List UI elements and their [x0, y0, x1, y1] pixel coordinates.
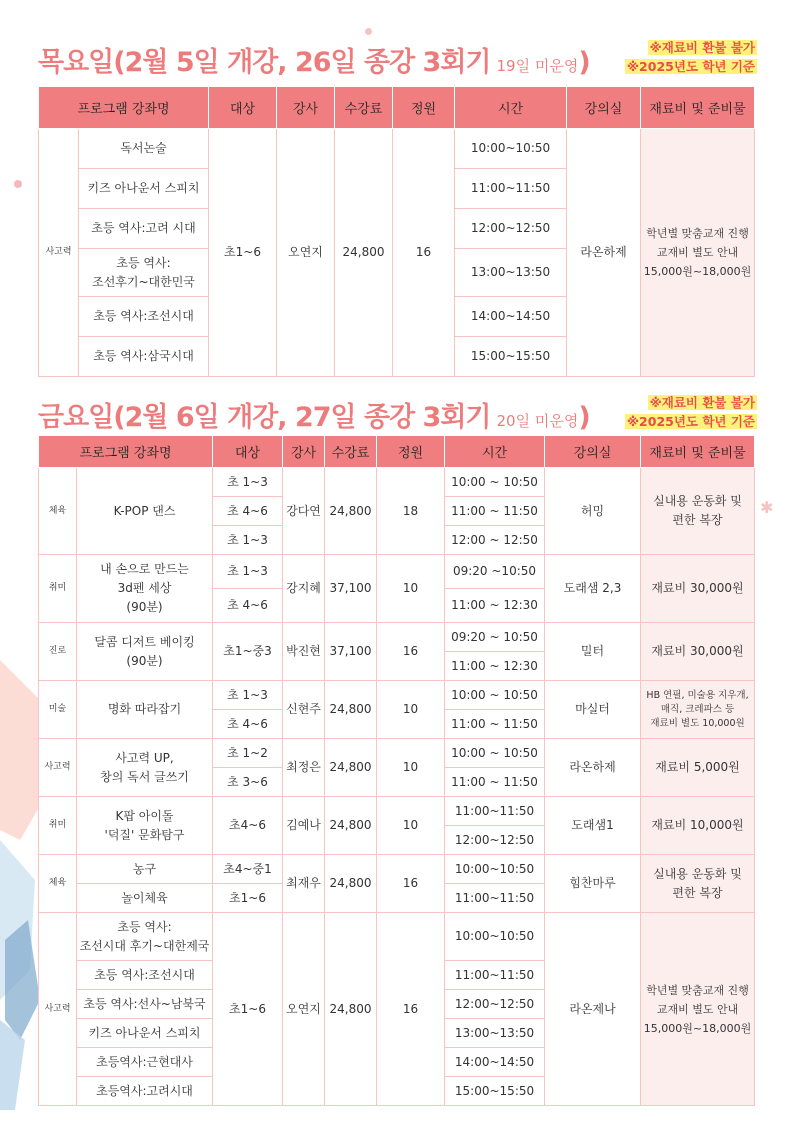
materials: 재료비 10,000원: [641, 797, 755, 855]
program-name: 초등 역사:조선시대: [79, 297, 209, 337]
time: 10:00~10:50: [445, 855, 545, 884]
target: 초1~6: [213, 913, 283, 1106]
program-name: 독서논술: [79, 129, 209, 169]
time: 12:00~12:50: [445, 990, 545, 1019]
dot-decoration: [365, 28, 372, 35]
time: 10:00 ~ 10:50: [445, 468, 545, 497]
target: 초1~6: [213, 884, 283, 913]
category: 취미: [39, 555, 77, 623]
target: 초 3~6: [213, 768, 283, 797]
program-name: 초등 역사:선사~남북국: [77, 990, 213, 1019]
capacity: 10: [377, 555, 445, 623]
program-name: 초등 역사:조선시대: [77, 961, 213, 990]
time: 14:00~14:50: [445, 1048, 545, 1077]
header: 강의실: [567, 87, 641, 129]
time: 11:00 ~ 11:50: [445, 497, 545, 526]
time: 13:00~13:50: [455, 249, 567, 297]
dot-decoration: [14, 180, 22, 188]
header: 대상: [213, 436, 283, 468]
materials: HB 연필, 미술용 지우개, 매직, 크레파스 등 재료비 별도 10,000원: [641, 681, 755, 739]
time: 10:00 ~ 10:50: [445, 739, 545, 768]
header: 수강료: [335, 87, 393, 129]
room: 라온제나: [545, 913, 641, 1106]
target: 초 1~3: [213, 526, 283, 555]
target: 초 4~6: [213, 710, 283, 739]
target: 초 1~3: [213, 555, 283, 589]
room: 라온하제: [567, 129, 641, 377]
time: 10:00~10:50: [445, 913, 545, 961]
time: 12:00 ~ 12:50: [445, 526, 545, 555]
capacity: 10: [377, 797, 445, 855]
thursday-table: [38, 86, 755, 377]
materials: 재료비 30,000원: [641, 555, 755, 623]
fee: 24,800: [335, 129, 393, 377]
time: 11:00~11:50: [445, 961, 545, 990]
time: 11:00~11:50: [445, 884, 545, 913]
header: 강의실: [545, 436, 641, 468]
time: 11:00~11:50: [455, 169, 567, 209]
notes: ※재료비 환불 불가 ※2025년도 학년 기준: [626, 395, 755, 429]
program-name: K팝 아이돌 '덕질' 문화탐구: [77, 797, 213, 855]
materials: 학년별 맞춤교재 진행 교재비 별도 안내 15,000원~18,000원: [641, 129, 755, 377]
target: 초4~중1: [213, 855, 283, 884]
capacity: 16: [393, 129, 455, 377]
category: 사고력: [39, 739, 77, 797]
program-name: 놀이체육: [77, 884, 213, 913]
program-name: 초등 역사: 조선후기~대한민국: [79, 249, 209, 297]
program-name: 명화 따라잡기: [77, 681, 213, 739]
teacher: 강지혜: [283, 555, 325, 623]
capacity: 16: [377, 855, 445, 913]
program-name: K-POP 댄스: [77, 468, 213, 555]
header: 프로그램 강좌명: [39, 87, 209, 129]
header: 정원: [393, 87, 455, 129]
room: 허밍: [545, 468, 641, 555]
materials: 실내용 운동화 및 편한 복장: [641, 468, 755, 555]
program-name: 초등역사:고려시대: [77, 1077, 213, 1106]
program-name: 농구: [77, 855, 213, 884]
time: 15:00~15:50: [455, 337, 567, 377]
category: 사고력: [39, 913, 77, 1106]
time: 14:00~14:50: [455, 297, 567, 337]
materials: 학년별 맞춤교재 진행 교재비 별도 안내 15,000원~18,000원: [641, 913, 755, 1106]
capacity: 10: [377, 739, 445, 797]
category: 체육: [39, 855, 77, 913]
fee: 37,100: [325, 623, 377, 681]
teacher: 신현주: [283, 681, 325, 739]
category: 미술: [39, 681, 77, 739]
header: 정원: [377, 436, 445, 468]
program-name: 초등 역사: 조선시대 후기~대한제국: [77, 913, 213, 961]
teacher: 최재우: [283, 855, 325, 913]
fee: 24,800: [325, 855, 377, 913]
program-name: 초등 역사:삼국시대: [79, 337, 209, 377]
time: 11:00 ~ 12:30: [445, 589, 545, 623]
time: 13:00~13:50: [445, 1019, 545, 1048]
time: 11:00 ~ 12:30: [445, 652, 545, 681]
category: 체육: [39, 468, 77, 555]
program-name: 달콤 디저트 베이킹 (90분): [77, 623, 213, 681]
target: 초 4~6: [213, 497, 283, 526]
capacity: 10: [377, 681, 445, 739]
materials: 실내용 운동화 및 편한 복장: [641, 855, 755, 913]
teacher: 박진현: [283, 623, 325, 681]
header: 시간: [455, 87, 567, 129]
header: 대상: [209, 87, 277, 129]
room: 도래샘1: [545, 797, 641, 855]
header: 수강료: [325, 436, 377, 468]
target: 초4~6: [213, 797, 283, 855]
category: 사고력: [39, 129, 79, 377]
header: 재료비 및 준비물: [641, 87, 755, 129]
time: 11:00 ~ 11:50: [445, 768, 545, 797]
target: 초 4~6: [213, 589, 283, 623]
time: 10:00~10:50: [455, 129, 567, 169]
room: 힘찬마루: [545, 855, 641, 913]
time: 11:00~11:50: [445, 797, 545, 826]
fee: 24,800: [325, 739, 377, 797]
capacity: 16: [377, 623, 445, 681]
program-name: 키즈 아나운서 스피치: [79, 169, 209, 209]
materials: 재료비 5,000원: [641, 739, 755, 797]
room: 마실터: [545, 681, 641, 739]
teacher: 강다연: [283, 468, 325, 555]
friday-title: 금요일(2월 6일 개강, 27일 종강 3회기 20일 미운영): [38, 402, 590, 433]
time: 09:20 ~ 10:50: [445, 623, 545, 652]
header: 강사: [283, 436, 325, 468]
teacher: 오연지: [283, 913, 325, 1106]
time: 10:00 ~ 10:50: [445, 681, 545, 710]
time: 12:00~12:50: [455, 209, 567, 249]
header: 강사: [277, 87, 335, 129]
thursday-title: 목요일(2월 5일 개강, 26일 종강 3회기 19일 미운영): [38, 47, 590, 78]
program-name: 내 손으로 만드는 3d펜 세상 (90분): [77, 555, 213, 623]
program-name: 키즈 아나운서 스피치: [77, 1019, 213, 1048]
fee: 24,800: [325, 681, 377, 739]
header: 시간: [445, 436, 545, 468]
header: 재료비 및 준비물: [641, 436, 755, 468]
fee: 24,800: [325, 468, 377, 555]
target: 초1~6: [209, 129, 277, 377]
friday-table: [38, 435, 755, 1106]
room: 라온하제: [545, 739, 641, 797]
program-name: 초등역사:근현대사: [77, 1048, 213, 1077]
notes: ※재료비 환불 불가 ※2025년도 학년 기준: [626, 40, 755, 74]
time: 11:00 ~ 11:50: [445, 710, 545, 739]
capacity: 16: [377, 913, 445, 1106]
fee: 37,100: [325, 555, 377, 623]
room: 밀터: [545, 623, 641, 681]
materials: 재료비 30,000원: [641, 623, 755, 681]
target: 초 1~2: [213, 739, 283, 768]
category: 진로: [39, 623, 77, 681]
time: 12:00~12:50: [445, 826, 545, 855]
teacher: 최정은: [283, 739, 325, 797]
room: 도래샘 2,3: [545, 555, 641, 623]
fee: 24,800: [325, 797, 377, 855]
teacher: 오연지: [277, 129, 335, 377]
header: 프로그램 강좌명: [39, 436, 213, 468]
category: 취미: [39, 797, 77, 855]
sparkle-icon: ✱: [760, 498, 774, 517]
program-name: 초등 역사:고려 시대: [79, 209, 209, 249]
capacity: 18: [377, 468, 445, 555]
target: 초1~중3: [213, 623, 283, 681]
time: 09:20 ~10:50: [445, 555, 545, 589]
fee: 24,800: [325, 913, 377, 1106]
teacher: 김예나: [283, 797, 325, 855]
program-name: 사고력 UP, 창의 독서 글쓰기: [77, 739, 213, 797]
target: 초 1~3: [213, 468, 283, 497]
time: 15:00~15:50: [445, 1077, 545, 1106]
target: 초 1~3: [213, 681, 283, 710]
